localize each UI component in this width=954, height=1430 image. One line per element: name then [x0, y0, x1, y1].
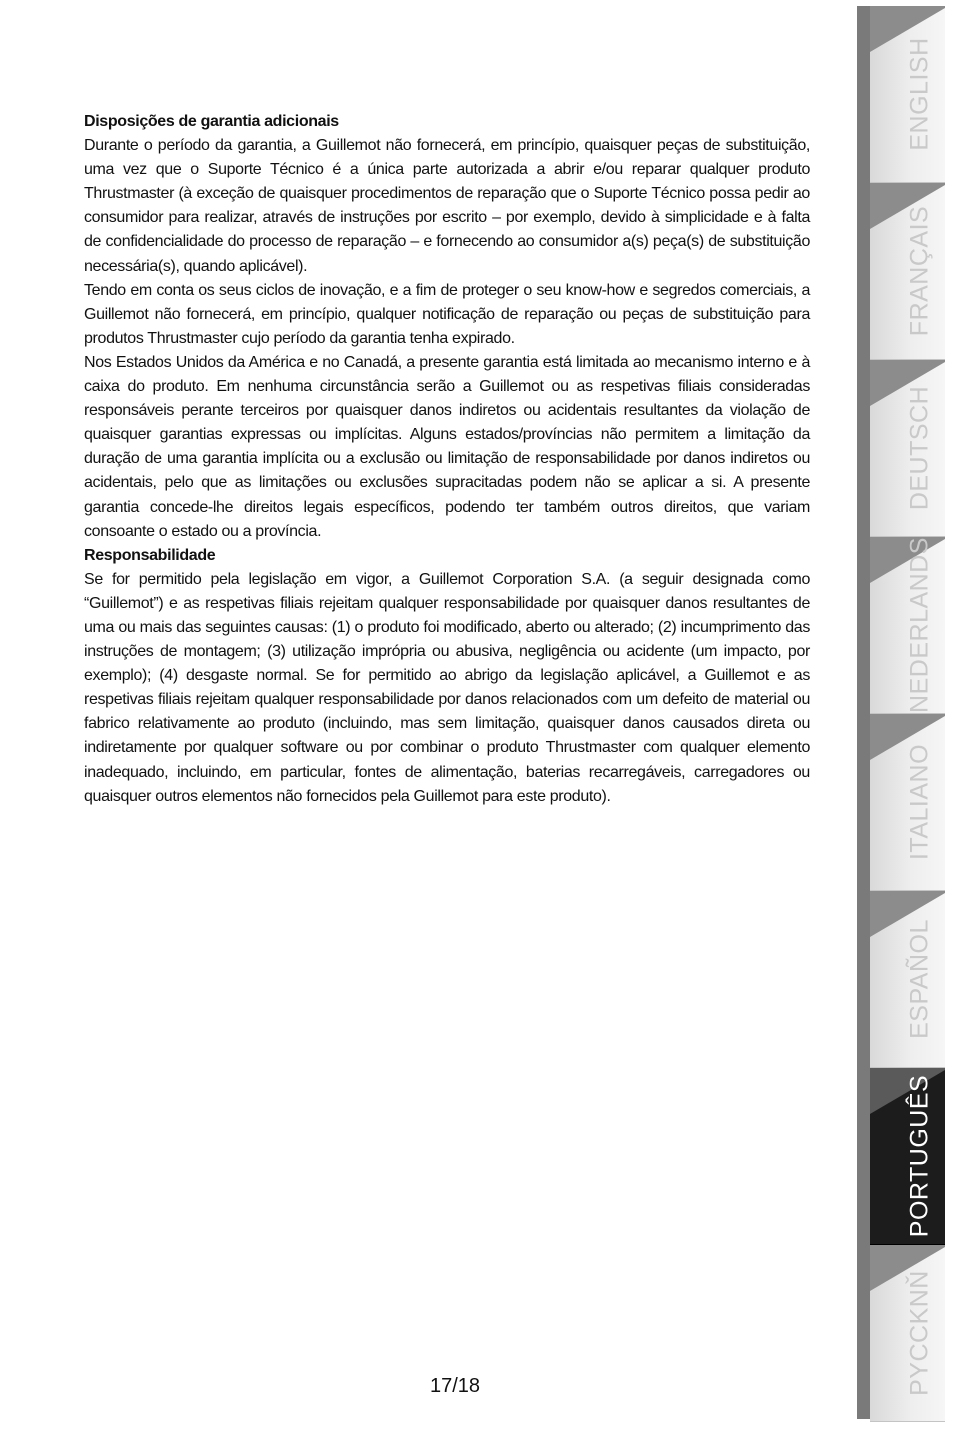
language-tab-sidebar	[857, 6, 945, 1419]
language-tab-label: FRANÇAIS	[905, 205, 933, 337]
language-tab-russian[interactable]	[870, 1245, 945, 1422]
language-tab-label: DEUTSCH	[905, 385, 933, 511]
language-tab-nederlands[interactable]	[870, 537, 945, 714]
language-tab-label: PORTUGUÊS	[905, 1074, 933, 1238]
paragraph: Nos Estados Unidos da América e no Canadá, a presente garantia está limitada ao mecanismo interno e à caixa do produto. Em nenhuma circunstância serão a Guillemot ou as respetivas filiais consideradas responsáveis perante terceiros por quaisquer danos indiretos ou acidentais resultantes da violação de quaisquer garantias expressas ou implícitas. Alguns estados/províncias não permitem a limitação da duração de uma garantia implícita ou a exclusão ou limitação de responsabilidade por danos indiretos ou acidentais, pelo que as limitações ou exclusões supracitadas podem não se aplicar a si. A presente garantia concede-lhe direitos legais específicos, podendo ter também outros direitos, que variam consoante o estado ou a província.	[84, 353, 810, 540]
language-tab-deutsch[interactable]	[870, 360, 945, 537]
language-tab-label: ITALIANO	[905, 743, 933, 861]
language-tab-espanol[interactable]	[870, 891, 945, 1068]
section-heading-warranty: Disposições de garantia adicionais	[84, 113, 339, 130]
language-tab-francais[interactable]	[870, 183, 945, 360]
language-tab-label: ESPAÑOL	[905, 919, 933, 1039]
paragraph: Tendo em conta os seus ciclos de inovação, e a fim de proteger o seu know-how e segredos comerciais, a Guillemot não fornecerá, em princípio, qualquer notificação de reparação ou peças de substituição para produtos Thrustmaster cujo período da garantia tenha expirado.	[84, 281, 810, 347]
paragraph: Durante o período da garantia, a Guillemot não fornecerá, em princípio, quaisquer peças de substituição, uma vez que o Suporte Técnico é a única parte autorizada a abrir e/ou reparar qualquer produto Thrustmaster (à exceção de quaisquer procedimentos de reparação que o Suporte Técnico possa pedir ao consumidor para realizar, através de instruções por escrito – por exemplo, devido à simplicidade e à falta de confidencialidade do processo de reparação – e fornecendo ao consumidor a(s) peça(s) de substituição necessária(s), quando aplicável).	[84, 137, 810, 275]
language-tab-english[interactable]	[870, 6, 945, 183]
paragraph: Se for permitido pela legislação em vigor, a Guillemot Corporation S.A. (a seguir designada como “Guillemot”) e as respetivas filiais rejeitam qualquer responsabilidade por quaisquer danos resultantes de uma ou mais das seguintes causas: (1) o produto foi modificado, aberto ou alterado; (2) incumprimento das instruções de montagem; (3) utilização imprópria ou abusiva, negligência ou acidente (um impacto, por exemplo); (4) desgaste normal. Se for permitido ao abrigo da legislação aplicável, a Guillemot e as respetivas filiais rejeitam qualquer responsabilidade por danos relacionados com um defeito de material ou fabrico relativamente ao produto (incluindo, mas sem limitação, quaisquer danos causados direta ou indiretamente por qualquer software ou por combinar o produto Thrustmaster com qualquer elemento inadequado, incluindo, em particular, fontes de alimentação, baterias recarregáveis, carregadores ou quaisquer outros elementos não fornecidos pela Guillemot para este produto).	[84, 570, 810, 805]
sidebar-rail	[857, 6, 870, 1419]
language-tab-label: NEDERLANDS	[905, 537, 933, 713]
language-tab-label: ENGLISH	[905, 37, 933, 151]
language-tab-italiano[interactable]	[870, 714, 945, 891]
language-tab-portugues[interactable]	[870, 1068, 945, 1245]
language-tab-label: PYCCKNŇ	[905, 1270, 933, 1396]
page-number: 17/18	[429, 1375, 481, 1397]
section-heading-liability: Responsabilidade	[84, 546, 216, 564]
document-body	[84, 110, 810, 809]
